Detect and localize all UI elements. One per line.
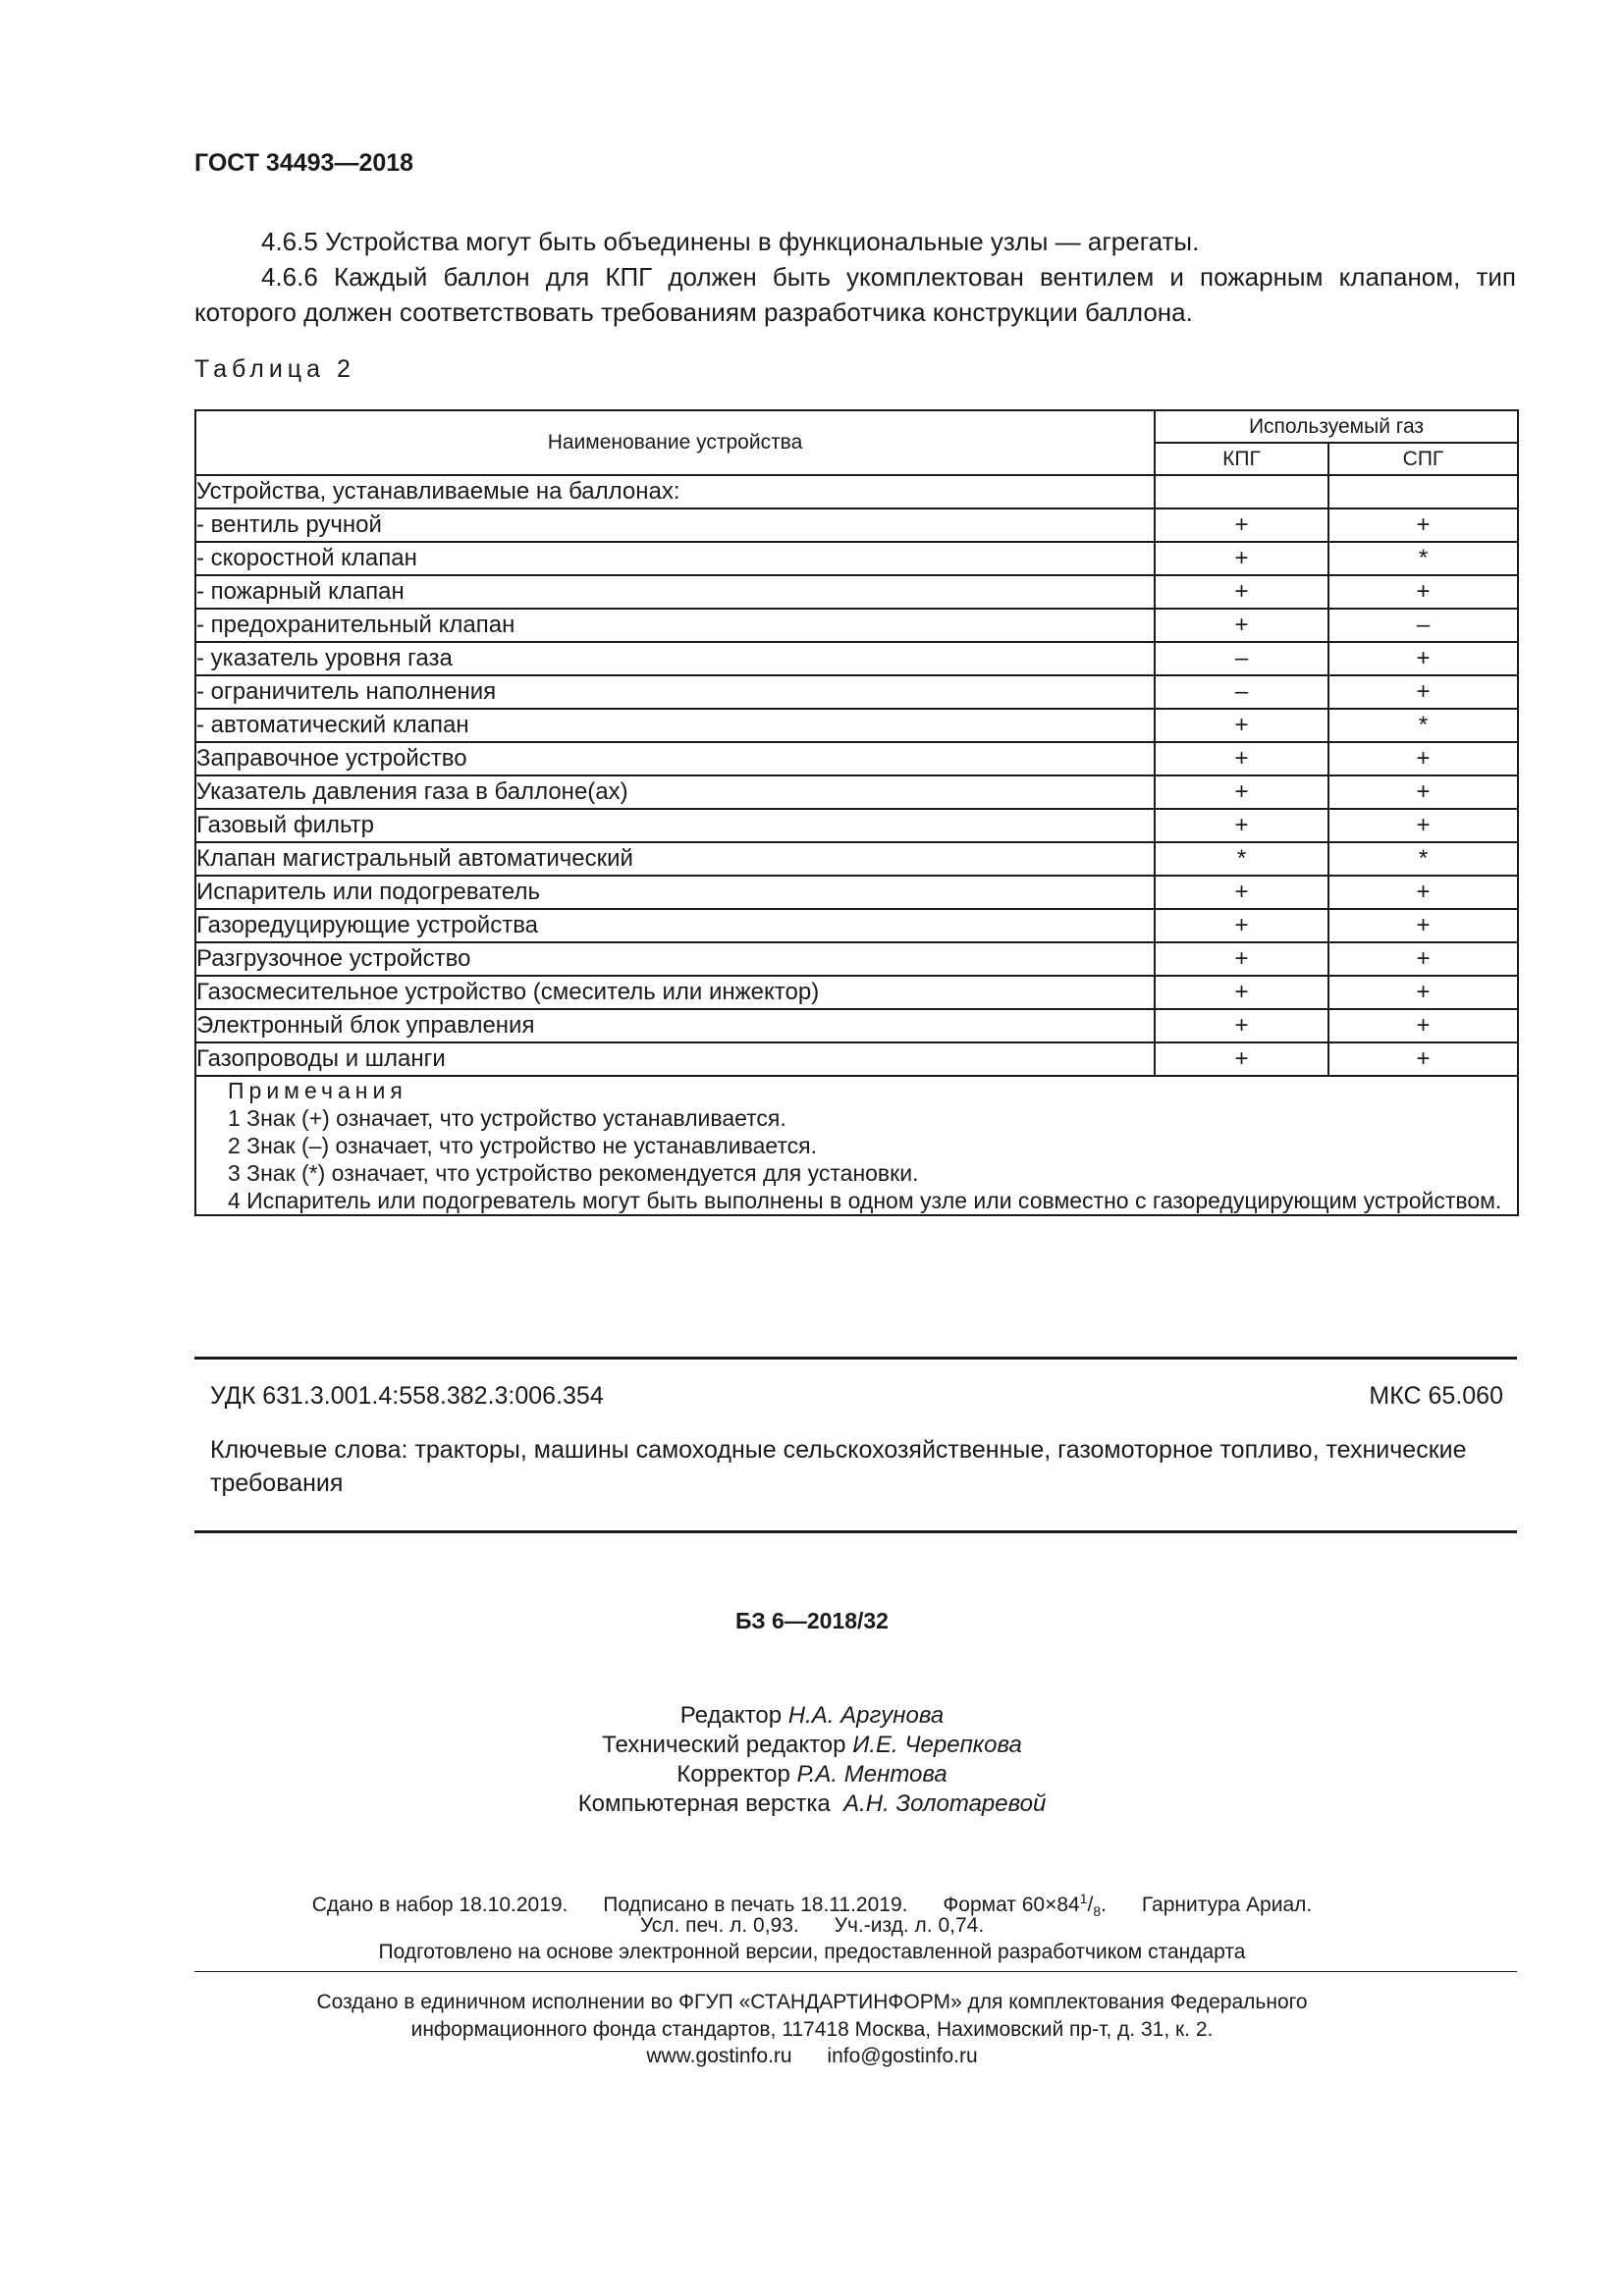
document-code: ГОСТ 34493—2018 [194, 149, 414, 177]
credit-corrector [0, 1760, 1624, 1789]
paragraph-text: Каждый баллон для КПГ должен быть укомплектован вентилем и пожарным клапаном, тип которого должен соответствовать требованиям разработчика конструкции баллона. [194, 262, 1516, 327]
credit-editor [0, 1701, 1624, 1731]
kpg-mark: + [1155, 609, 1328, 642]
kpg-mark: + [1155, 909, 1328, 942]
table-row [195, 775, 1518, 809]
device-name: - предохранительный клапан [195, 609, 1155, 642]
table-row [195, 809, 1518, 842]
spg-mark: + [1328, 809, 1518, 842]
notes-title: Примечания [228, 1078, 407, 1103]
table-row [195, 609, 1518, 642]
kpg-mark: + [1155, 575, 1328, 609]
device-name: Газоредуцирующие устройства [195, 909, 1155, 942]
table-caption: Таблица 2 [194, 355, 355, 383]
table-row [195, 675, 1518, 709]
device-name: Газопроводы и шланги [195, 1042, 1155, 1076]
spg-mark: + [1328, 942, 1518, 976]
table-row [195, 1009, 1518, 1042]
paragraph-text: Устройства могут быть объединены в функциональные узлы — агрегаты. [325, 227, 1200, 256]
table-row [195, 542, 1518, 575]
device-name: Газосмесительное устройство (смеситель или инжектор) [195, 976, 1155, 1009]
device-name: Разгрузочное устройство [195, 942, 1155, 976]
kpg-mark: + [1155, 976, 1328, 1009]
column-header-kpg: КПГ [1155, 443, 1328, 475]
email-link[interactable]: info@gostinfo.ru [827, 2045, 978, 2067]
kpg-mark: + [1155, 775, 1328, 809]
table-row [195, 475, 1518, 508]
note-item: 1 Знак (+) означает, что устройство устанавливается. [228, 1105, 786, 1131]
kpg-mark: – [1155, 675, 1328, 709]
credit-layout [0, 1789, 1624, 1819]
table-row [195, 1042, 1518, 1076]
print-sheets: Усл. печ. л. 0,93. Уч.-изд. л. 0,74. [639, 1914, 985, 1937]
table-row [195, 508, 1518, 542]
credit-tech-editor [0, 1731, 1624, 1760]
kpg-mark: + [1155, 809, 1328, 842]
table-row [195, 909, 1518, 942]
kpg-mark: + [1155, 876, 1328, 909]
credit-name: И.Е. Черепкова [852, 1732, 1022, 1758]
print-font: Гарнитура Ариал. [1141, 1894, 1313, 1916]
spg-mark: + [1328, 976, 1518, 1009]
device-name: - пожарный клапан [195, 575, 1155, 609]
paragraph-number: 4.6.6 [261, 262, 318, 292]
mks-code: МКС 65.060 [1369, 1382, 1503, 1410]
kpg-mark: + [1155, 1009, 1328, 1042]
spg-mark: + [1328, 742, 1518, 775]
udk-code: УДК 631.3.001.4:558.382.3:006.354 [210, 1382, 604, 1410]
device-name: - автоматический клапан [195, 709, 1155, 742]
spg-mark: * [1328, 542, 1518, 575]
print-prepared: Подготовлено на основе электронной версии, предоставленной разработчиком стандарта [378, 1941, 1246, 1963]
credit-role: Корректор [677, 1761, 790, 1788]
paragraph-number: 4.6.5 [261, 227, 318, 256]
column-header-name: Наименование устройства [195, 410, 1155, 475]
spg-mark: – [1328, 609, 1518, 642]
bz-number: БЗ 6—2018/32 [735, 1608, 889, 1633]
divider [194, 1530, 1517, 1533]
created-line-2: информационного фонда стандартов, 117418 Москва, Нахимовский пр-т, д. 31, к. 2. [410, 2018, 1214, 2041]
created-line-1: Создано в единичном исполнении во ФГУП «СТАНДАРТИНФОРМ» для комплектования Федерального [316, 1991, 1308, 2013]
kpg-mark: + [1155, 542, 1328, 575]
keywords: Ключевые слова: тракторы, машины самоходные сельскохозяйственные, газомоторное топливо, технические требования [210, 1436, 1467, 1497]
device-name: Клапан магистральный автоматический [195, 842, 1155, 876]
device-name: - ограничитель наполнения [195, 675, 1155, 709]
credit-role: Компьютерная верстка [577, 1790, 831, 1817]
note-item: 4 Испаритель или подогреватель могут быть выполнены в одном узле или совместно с газоредуцирующим устройством. [228, 1188, 1502, 1213]
kpg-mark: + [1155, 742, 1328, 775]
device-name: Испаритель или подогреватель [195, 876, 1155, 909]
table-row [195, 575, 1518, 609]
credit-name: Р.А. Ментова [796, 1761, 947, 1788]
table-row [195, 709, 1518, 742]
column-header-gas: Используемый газ [1155, 410, 1518, 443]
website-link[interactable]: www.gostinfo.ru [646, 2045, 792, 2067]
column-header-spg: СПГ [1328, 443, 1518, 475]
note-item: 2 Знак (–) означает, что устройство не устанавливается. [228, 1133, 818, 1158]
devices-table [194, 409, 1519, 1216]
spg-mark: + [1328, 909, 1518, 942]
kpg-mark: * [1155, 842, 1328, 876]
spg-mark: + [1328, 675, 1518, 709]
device-name: - указатель уровня газа [195, 642, 1155, 675]
table-row [195, 842, 1518, 876]
table-row [195, 942, 1518, 976]
kpg-mark: + [1155, 508, 1328, 542]
print-format: Формат $60\times 84^1/_8$. [943, 1891, 1108, 1920]
device-name: Газовый фильтр [195, 809, 1155, 842]
note-item: 3 Знак (*) означает, что устройство рекомендуется для установки. [228, 1160, 919, 1186]
divider [194, 1357, 1517, 1360]
kpg-mark: – [1155, 642, 1328, 675]
credit-role: Технический редактор [602, 1732, 846, 1758]
table-row [195, 876, 1518, 909]
kpg-mark [1155, 475, 1328, 508]
device-name: Электронный блок управления [195, 1009, 1155, 1042]
kpg-mark: + [1155, 942, 1328, 976]
spg-mark: + [1328, 642, 1518, 675]
device-name: Указатель давления газа в баллоне(ах) [195, 775, 1155, 809]
spg-mark: + [1328, 575, 1518, 609]
device-name: Заправочное устройство [195, 742, 1155, 775]
table-row [195, 642, 1518, 675]
spg-mark: + [1328, 876, 1518, 909]
spg-mark: + [1328, 508, 1518, 542]
credits [0, 1701, 1624, 1819]
device-name: Устройства, устанавливаемые на баллонах: [195, 475, 1155, 508]
paragraph-4-6-5 [194, 224, 1516, 259]
kpg-mark: + [1155, 1042, 1328, 1076]
device-name: - скоростной клапан [195, 542, 1155, 575]
credit-name: А.Н. Золотаревой [843, 1790, 1047, 1817]
table-row [195, 742, 1518, 775]
spg-mark: + [1328, 775, 1518, 809]
print-signed: Подписано в печать 18.11.2019. [603, 1894, 908, 1916]
spg-mark: + [1328, 1042, 1518, 1076]
divider [194, 1971, 1517, 1972]
spg-mark: * [1328, 709, 1518, 742]
contact-line [0, 2045, 1624, 2068]
print-sent: Сдано в набор 18.10.2019. [311, 1894, 568, 1916]
table-row [195, 976, 1518, 1009]
spg-mark: * [1328, 842, 1518, 876]
device-name: - вентиль ручной [195, 508, 1155, 542]
credit-name: Н.А. Аргунова [787, 1702, 945, 1729]
spg-mark [1328, 475, 1518, 508]
spg-mark: + [1328, 1009, 1518, 1042]
paragraph-4-6-6 [194, 259, 1516, 330]
kpg-mark: + [1155, 709, 1328, 742]
table-notes [195, 1076, 1518, 1215]
credit-role: Редактор [679, 1702, 783, 1729]
